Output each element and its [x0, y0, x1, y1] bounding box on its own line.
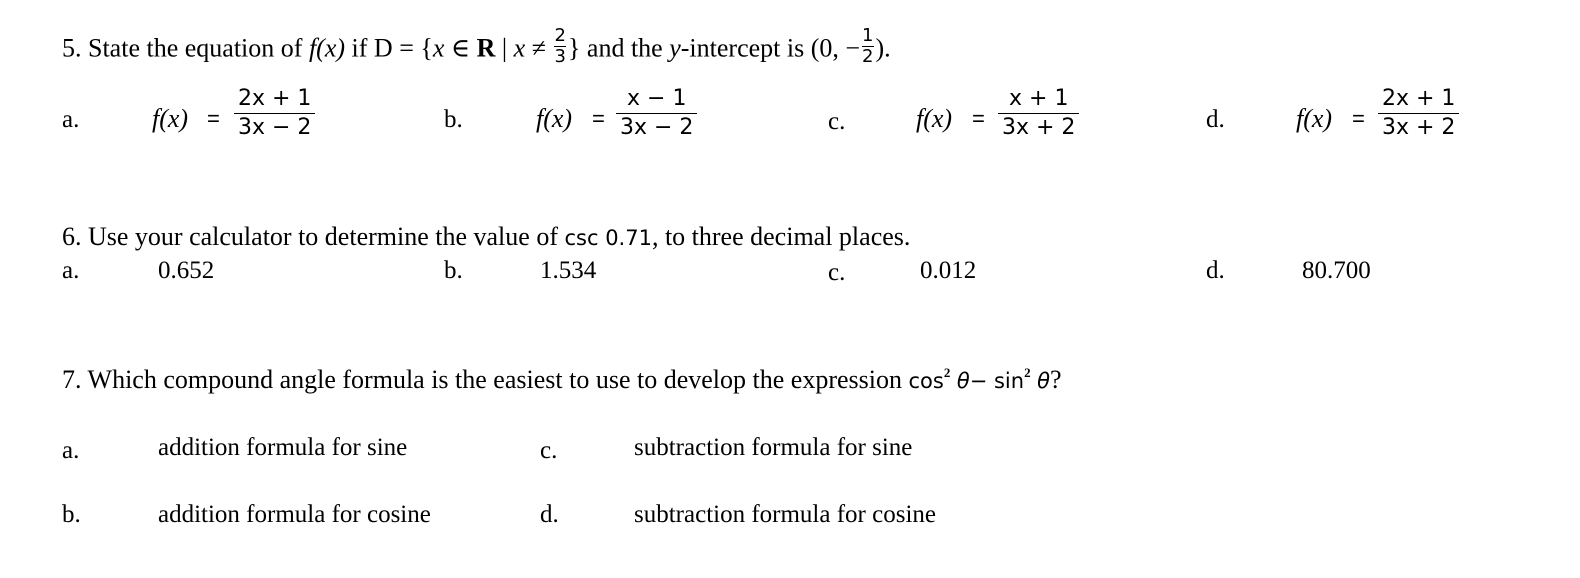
q7-stem-theta: θ	[956, 369, 970, 393]
q7-stem-sin: sin	[993, 369, 1025, 393]
q7-option-c-text: subtraction formula for sine	[634, 434, 913, 461]
q5-stem-reals: R	[476, 33, 496, 63]
q5-option-a-letter: a.	[62, 106, 80, 133]
fraction-denominator: 3x + 2	[1002, 115, 1076, 140]
q5-stem-fraction	[554, 26, 565, 67]
q7-stem-exponent: 2	[1024, 365, 1031, 380]
q5-stem-text: ∈	[444, 33, 477, 63]
fraction-numerator: 2x + 1	[1382, 86, 1456, 111]
q5-option-c-fx: f(x)	[916, 104, 953, 133]
q5-stem-text: |	[495, 33, 514, 63]
q5-stem-fx: f(x)	[308, 33, 346, 63]
q5-option-d-letter: d.	[1206, 106, 1225, 133]
q7-option-b-text: addition formula for cosine	[158, 501, 431, 528]
q5-option-b-fraction	[616, 86, 697, 141]
q7-stem-exponent: 2	[943, 365, 951, 380]
q5-stem-text: -intercept is (0, −	[680, 33, 861, 63]
q5-option-d-equals: =	[1352, 106, 1365, 131]
fraction-bar	[1378, 113, 1459, 114]
q5-stem-fraction	[862, 26, 873, 67]
fraction-bar	[616, 113, 697, 114]
q5-stem-x: x	[513, 33, 526, 63]
fraction-denominator: 3x − 2	[238, 115, 312, 140]
q6-option-d-letter: d.	[1206, 257, 1225, 284]
fraction-numerator: 2	[554, 25, 566, 46]
q7-option-a-text: addition formula for sine	[158, 434, 408, 461]
q6-option-a-value: 0.652	[158, 257, 215, 284]
fraction-numerator: 2x + 1	[238, 86, 312, 111]
fraction-numerator: x − 1	[627, 86, 687, 111]
q5-stem-text: 5. State the equation of	[62, 33, 309, 63]
q5-option-c-fraction	[998, 86, 1079, 141]
q7-option-d-letter: d.	[540, 501, 559, 528]
q6-stem-text: 6. Use your calculator to determine the value of	[62, 222, 565, 251]
q7-stem	[62, 365, 1061, 395]
fraction-bar	[234, 113, 315, 114]
q7-option-d-text: subtraction formula for cosine	[634, 501, 936, 528]
q7-stem-theta: θ	[1037, 369, 1050, 393]
q5-option-a-fraction	[234, 86, 315, 141]
q5-option-c-letter: c.	[828, 108, 846, 135]
q5-stem-y: y	[669, 33, 681, 63]
q5-option-a-fx: f(x)	[152, 104, 189, 133]
fraction-bar	[998, 113, 1079, 114]
fraction-denominator: 2	[862, 46, 874, 67]
q6-option-a-letter: a.	[62, 257, 80, 284]
fraction-numerator: 1	[862, 25, 874, 46]
q5-option-d-fraction	[1378, 86, 1459, 141]
q5-stem-text: if D = {	[345, 33, 433, 63]
q5-stem-x: x	[432, 33, 445, 63]
q7-stem-minus: −	[969, 369, 994, 393]
q6-stem-text: , to three decimal places.	[651, 222, 911, 251]
q7-option-a-letter: a.	[62, 437, 80, 464]
q5-stem-text: ≠	[525, 33, 553, 63]
fraction-denominator: 3	[554, 46, 566, 67]
q7-stem-text: 7. Which compound angle formula is the easiest to use to develop the expression	[62, 365, 909, 394]
fraction-denominator: 3x + 2	[1382, 115, 1456, 140]
q7-stem-text: ?	[1049, 365, 1062, 394]
q7-option-c-letter: c.	[540, 437, 558, 464]
q5-option-b-letter: b.	[444, 106, 463, 133]
q5-stem-text: ).	[875, 33, 891, 63]
q5-option-b-fx: f(x)	[536, 104, 573, 133]
q6-option-b-letter: b.	[444, 257, 463, 284]
q7-option-b-letter: b.	[62, 501, 81, 528]
q6-option-b-value: 1.534	[540, 257, 597, 284]
q6-option-d-value: 80.700	[1302, 257, 1371, 284]
fraction-numerator: x + 1	[1009, 86, 1069, 111]
q5-stem-text: } and the	[567, 33, 670, 63]
q5-option-a-equals: =	[207, 106, 220, 131]
q6-stem	[62, 222, 910, 252]
q5-stem	[62, 25, 891, 71]
q6-stem-csc: csc 0.71	[564, 226, 652, 250]
q7-stem-cos: cos	[908, 369, 944, 393]
q6-option-c-letter: c.	[828, 259, 846, 286]
q5-option-c-equals: =	[972, 106, 985, 131]
fraction-denominator: 3x − 2	[620, 115, 694, 140]
q5-option-d-fx: f(x)	[1296, 104, 1333, 133]
q6-option-c-value: 0.012	[920, 257, 977, 284]
q5-option-b-equals: =	[592, 106, 605, 131]
